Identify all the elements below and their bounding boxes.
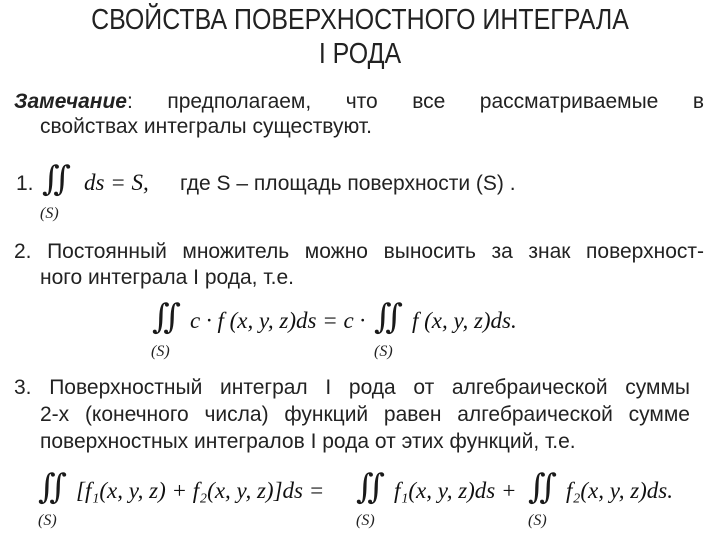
remark-text: : предполагаем, что все рассматриваемые в bbox=[126, 90, 704, 113]
prop2-lhs-domain: (S) bbox=[151, 343, 170, 360]
page-subtitle: I РОДА bbox=[318, 38, 402, 70]
prop3-rhs-domain: (S) bbox=[528, 512, 547, 529]
prop2-lhs: c · f (x, y, z)ds = c · bbox=[190, 308, 366, 333]
prop3-mid-domain: (S) bbox=[356, 512, 375, 529]
prop2-rhs: f (x, y, z)ds. bbox=[412, 308, 517, 333]
prop3-mid-integral-sign: ∬ bbox=[356, 467, 376, 507]
prop3-lhs-domain: (S) bbox=[38, 512, 57, 529]
prop3-lhs-integral-sign: ∬ bbox=[38, 467, 58, 507]
prop2-line1: 2. Постоянный множитель можно выносить за знак поверхност- bbox=[14, 240, 704, 263]
prop1-domain: (S) bbox=[40, 205, 59, 222]
prop1-formula: ds = S, bbox=[84, 170, 149, 195]
prop3-line1: 3. Поверхностный интеграл I рода от алгебраической суммы bbox=[14, 376, 690, 399]
prop3-rhs-integral-sign: ∬ bbox=[528, 467, 548, 507]
remark-line2: свойствах интегралы существуют. bbox=[40, 115, 372, 138]
prop1-explanation: где S – площадь поверхности (S) . bbox=[180, 172, 516, 195]
page-title: СВОЙСТВА ПОВЕРХНОСТНОГО ИНТЕГРАЛА bbox=[91, 4, 629, 36]
prop2-lhs-integral-sign: ∬ bbox=[152, 297, 172, 337]
prop2-rhs-domain: (S) bbox=[374, 343, 393, 360]
remark-label: Замечание bbox=[14, 90, 127, 113]
prop3-mid: f₁(x, y, z)ds + bbox=[394, 478, 517, 503]
prop3-rhs: f₂(x, y, z)ds. bbox=[566, 478, 674, 503]
prop3-lhs: [f₁(x, y, z) + f₂(x, y, z)]ds = bbox=[76, 478, 325, 503]
prop1-integral-sign: ∬ bbox=[42, 159, 62, 199]
prop1-number: 1. bbox=[16, 172, 34, 195]
prop2-rhs-integral-sign: ∬ bbox=[374, 297, 394, 337]
prop3-line2: 2-х (конечного числа) функций равен алгебраической сумме bbox=[40, 403, 690, 426]
prop3-line3: поверхностных интегралов I рода от этих функций, т.е. bbox=[40, 430, 576, 453]
prop2-line2: ного интеграла I рода, т.е. bbox=[40, 266, 294, 289]
remark-line1 bbox=[14, 90, 704, 114]
